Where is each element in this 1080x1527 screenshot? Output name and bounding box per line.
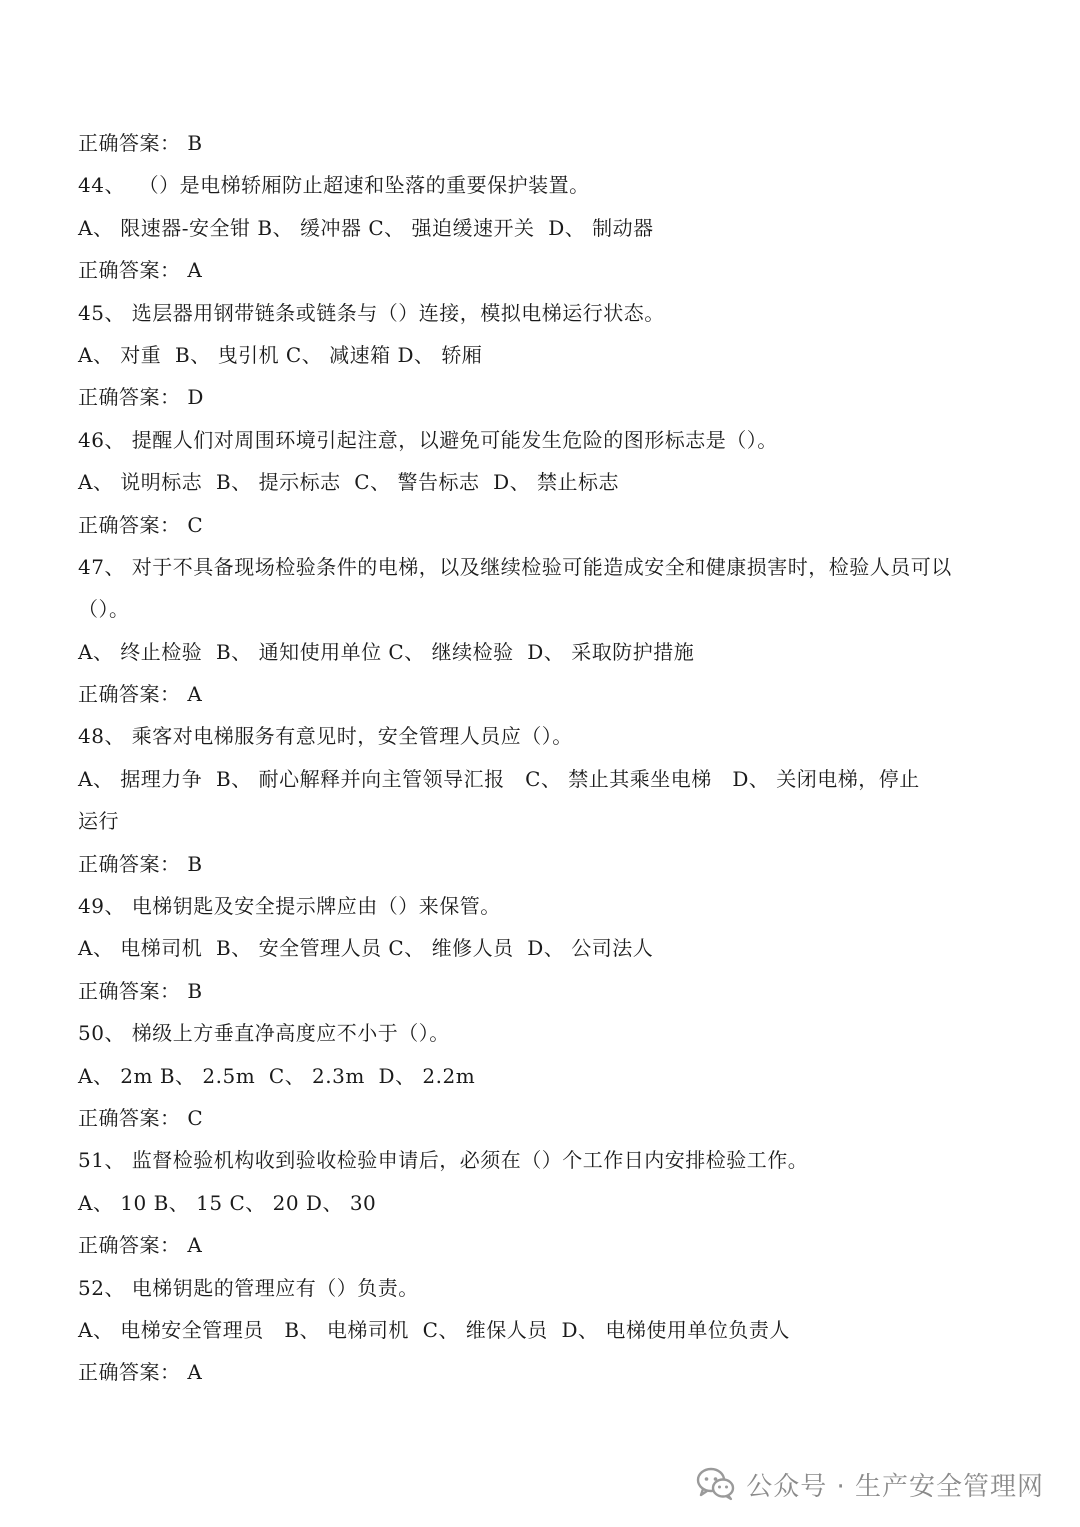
answer-52: 正确答案： A (78, 1360, 203, 1385)
options-49: A、 电梯司机 B、 安全管理人员 C、 维修人员 D、 公司法人 (78, 936, 654, 961)
question-45: 45、 选层器用钢带链条或链条与（）连接，模拟电梯运行状态。 (78, 300, 665, 325)
options-50: A、 2m B、 2.5m C、 2.3m D、 2.2m (78, 1063, 476, 1088)
options-48-cont: 运行 (78, 809, 119, 834)
options-44: A、 限速器-安全钳 B、 缓冲器 C、 强迫缓速开关 D、 制动器 (78, 215, 654, 240)
answer-49: 正确答案： B (78, 978, 203, 1003)
watermark-text: 公众号 · 生产安全管理网 (746, 1471, 1044, 1502)
options-45: A、 对重 B、 曳引机 C、 减速箱 D、 轿厢 (78, 342, 483, 367)
question-47-cont: （）。 (78, 597, 130, 622)
question-46: 46、 提醒人们对周围环境引起注意，以避免可能发生危险的图形标志是（）。 (78, 427, 778, 452)
answer-45: 正确答案： D (78, 385, 204, 410)
question-51: 51、 监督检验机构收到验收检验申请后，必须在（）个工作日内安排检验工作。 (78, 1148, 809, 1173)
wechat-icon (696, 1467, 736, 1501)
options-48: A、 据理力争 B、 耐心解释并向主管领导汇报 C、 禁止其乘坐电梯 D、 关闭电梯，停止 (78, 766, 920, 791)
question-44: 44、 （）是电梯轿厢防止超速和坠落的重要保护装置。 (78, 173, 590, 198)
answer-50: 正确答案： C (78, 1105, 204, 1130)
answer-46: 正确答案： C (78, 512, 204, 537)
options-51: A、 10 B、 15 C、 20 D、 30 (78, 1190, 377, 1215)
answer-line: 正确答案： B (78, 131, 203, 155)
question-47: 47、 对于不具备现场检验条件的电梯，以及继续检验可能造成安全和健康损害时，检验人员可以 (78, 554, 952, 579)
question-48: 48、 乘客对电梯服务有意见时，安全管理人员应（）。 (78, 724, 573, 749)
question-50: 50、 梯级上方垂直净高度应不小于（）。 (78, 1021, 450, 1046)
options-46: A、 说明标志 B、 提示标志 C、 警告标志 D、 禁止标志 (78, 470, 620, 495)
question-52: 52、 电梯钥匙的管理应有（）负责。 (78, 1275, 419, 1300)
document-body (78, 122, 1008, 1394)
options-52: A、 电梯安全管理员 B、 电梯司机 C、 维保人员 D、 电梯使用单位负责人 (78, 1317, 790, 1342)
answer-47: 正确答案： A (78, 682, 203, 707)
answer-44: 正确答案： A (78, 258, 203, 283)
answer-48: 正确答案： B (78, 851, 203, 876)
options-47: A、 终止检验 B、 通知使用单位 C、 继续检验 D、 采取防护措施 (78, 639, 695, 664)
answer-51: 正确答案： A (78, 1233, 203, 1258)
question-49: 49、 电梯钥匙及安全提示牌应由（）来保管。 (78, 894, 501, 919)
watermark (696, 1462, 1044, 1506)
